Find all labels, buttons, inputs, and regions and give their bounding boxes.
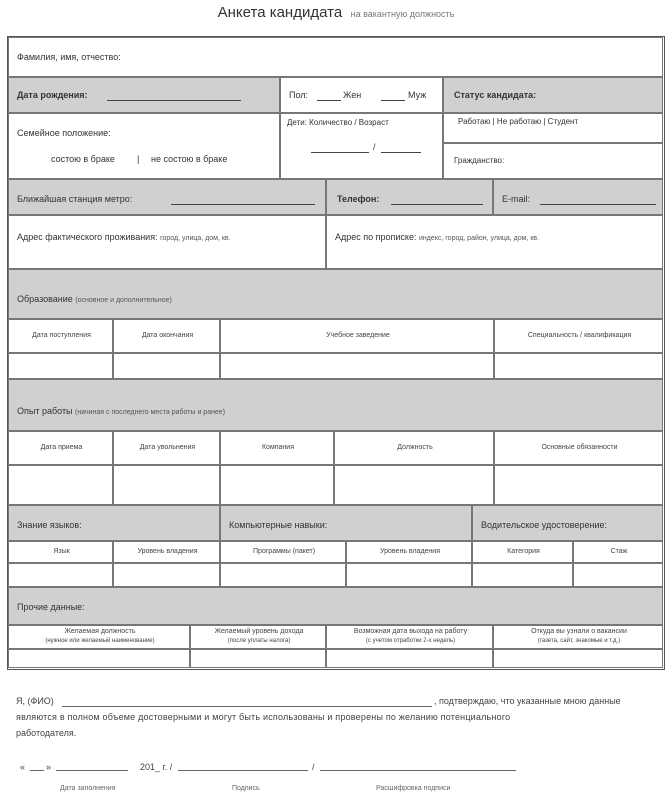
other-col-start (326, 625, 493, 649)
exp-col-fired (113, 431, 220, 465)
edu-col-institution-label: Учебное заведение (326, 332, 390, 339)
edu-cell[interactable] (494, 353, 663, 379)
address-actual-label (17, 232, 231, 242)
other-col-position-label: Желаемая должность (64, 628, 136, 635)
sign-quote-open: « (20, 762, 26, 772)
skill-col-experience (573, 541, 663, 563)
skill-col-lang-level (113, 541, 220, 563)
exp-col-position (334, 431, 494, 465)
marital-option-married[interactable]: состою в браке (51, 154, 115, 164)
metro-label: Ближайшая станция метро: (17, 194, 133, 204)
edu-col-specialty-label: Специальность / квалификация (527, 332, 632, 339)
citizenship-field[interactable] (443, 143, 663, 179)
consent-line1-end: , подтверждаю, что указанные мною данные (434, 696, 621, 706)
birth-date-label: Дата рождения: (17, 90, 88, 100)
education-hint: (основное и дополнительное) (75, 297, 172, 304)
languages-header (8, 505, 220, 541)
skill-col-category (472, 541, 573, 563)
education-title (17, 294, 172, 304)
address-actual-field[interactable] (8, 215, 326, 269)
other-col-source-label: Откуда вы узнали о вакансии (531, 628, 627, 635)
address-actual-title: Адрес фактического проживания: (17, 232, 158, 242)
address-registered-label (335, 232, 539, 242)
address-actual-hint: город, улица, дом, кв. (160, 235, 231, 242)
exp-cell[interactable] (494, 465, 663, 505)
marital-label: Семейное положение: (17, 128, 111, 138)
email-label: E-mail: (502, 194, 531, 204)
phone-line (391, 204, 483, 205)
birth-date-line (107, 100, 241, 101)
exp-col-fired-label: Дата увольнения (139, 444, 196, 451)
gender-male-line (381, 100, 405, 101)
metro-line (171, 204, 315, 205)
edu-col-end (113, 319, 220, 353)
exp-col-duties (494, 431, 663, 465)
marital-field[interactable] (8, 113, 280, 179)
other-cell[interactable] (326, 649, 493, 668)
sign-label-date: Дата заполнения (60, 785, 116, 792)
other-col-position (8, 625, 190, 649)
status-label: Статус кандидата: (454, 90, 537, 100)
skill-cell[interactable] (346, 563, 472, 587)
skill-cell[interactable] (573, 563, 663, 587)
phone-label: Телефон: (337, 194, 380, 204)
other-header (8, 587, 663, 625)
other-col-source-hint: (газета, сайт, знакомые и т.д.) (537, 638, 621, 644)
exp-cell[interactable] (8, 465, 113, 505)
other-col-start-hint: (с учетом отработки 2-х недель) (365, 638, 456, 644)
consent-line1-start: Я, (ФИО) (16, 696, 54, 706)
experience-title (17, 406, 225, 416)
computer-label: Компьютерные навыки: (229, 520, 328, 530)
children-count-line (311, 152, 369, 153)
sign-quote-close: » (46, 762, 52, 772)
skill-col-experience-label: Стаж (610, 548, 628, 555)
education-header (8, 269, 663, 319)
other-col-source (493, 625, 663, 649)
exp-col-company (220, 431, 334, 465)
driver-header (472, 505, 663, 541)
consent-line3: работодателя. (16, 728, 77, 738)
children-field[interactable] (280, 113, 443, 179)
other-col-income (190, 625, 326, 649)
skill-col-program-label: Программы (пакет) (252, 548, 316, 555)
exp-col-hired (8, 431, 113, 465)
skill-col-language (8, 541, 113, 563)
experience-header (8, 379, 663, 431)
gender-label: Пол: (289, 90, 309, 100)
marital-option-sep: | (137, 154, 140, 164)
skill-col-prog-level (346, 541, 472, 563)
status-options[interactable] (443, 113, 663, 143)
other-col-income-label: Желаемый уровень дохода (214, 628, 304, 635)
sign-slash: / (312, 762, 315, 772)
address-registered-field[interactable] (326, 215, 663, 269)
sign-month-line[interactable] (56, 770, 128, 771)
skill-cell[interactable] (8, 563, 113, 587)
status-header (443, 77, 663, 113)
edu-col-end-label: Дата окончания (141, 332, 194, 339)
consent-name-line[interactable] (62, 706, 432, 707)
full-name-field[interactable] (8, 37, 663, 77)
exp-cell[interactable] (334, 465, 494, 505)
sign-label-signature: Подпись (232, 785, 260, 792)
skill-cell[interactable] (472, 563, 573, 587)
edu-col-specialty (494, 319, 663, 353)
edu-cell[interactable] (220, 353, 494, 379)
exp-col-duties-label: Основные обязанности (541, 444, 618, 451)
skill-col-category-label: Категория (507, 548, 540, 555)
other-cell[interactable] (493, 649, 663, 668)
edu-col-institution (220, 319, 494, 353)
address-registered-hint: индекс, город, район, улица, дом, кв. (419, 235, 540, 242)
form-title-block (0, 4, 672, 22)
education-title-text: Образование (17, 294, 73, 304)
full-name-label: Фамилия, имя, отчество: (17, 52, 121, 62)
gender-male-label: Муж (408, 90, 427, 100)
form-title: Анкета кандидата (217, 4, 343, 21)
exp-cell[interactable] (220, 465, 334, 505)
driver-label: Водительское удостоверение: (481, 520, 607, 530)
sign-day-line[interactable] (30, 770, 44, 771)
consent-line2: являются в полном объеме достоверными и могут быть использованы и проверены по желанию потенциального (16, 712, 511, 722)
edu-col-start (8, 319, 113, 353)
skill-cell[interactable] (113, 563, 220, 587)
email-line (540, 204, 656, 205)
exp-col-position-label: Должность (397, 444, 433, 451)
children-age-line (381, 152, 421, 153)
gender-female-line (317, 100, 341, 101)
sign-label-decode: Расшифровка подписи (376, 785, 451, 792)
metro-field[interactable] (8, 179, 326, 215)
other-title: Прочие данные: (17, 602, 85, 612)
exp-col-company-label: Компания (261, 444, 295, 451)
edu-cell[interactable] (8, 353, 113, 379)
citizenship-label: Гражданство: (454, 156, 505, 165)
skill-col-program (220, 541, 346, 563)
edu-col-start-label: Дата поступления (32, 332, 91, 339)
experience-hint: (начиная с последнего места работы и ранее) (75, 409, 226, 416)
exp-cell[interactable] (113, 465, 220, 505)
status-options-text[interactable]: Работаю | Не работаю | Студент (458, 117, 579, 126)
email-field[interactable] (493, 179, 663, 215)
children-sep: / (373, 142, 376, 152)
address-registered-title: Адрес по прописке: (335, 232, 417, 242)
phone-field[interactable] (326, 179, 493, 215)
form-subtitle: на вакантную должность (350, 9, 455, 19)
marital-option-single[interactable]: не состою в браке (151, 154, 228, 164)
skill-cell[interactable] (220, 563, 346, 587)
gender-field[interactable] (280, 77, 443, 113)
gender-female-label: Жен (343, 90, 362, 100)
other-cell[interactable] (8, 649, 190, 668)
computer-header (220, 505, 472, 541)
experience-title-text: Опыт работы (17, 406, 73, 416)
other-col-income-hint: (после уплаты налога) (227, 638, 291, 644)
candidate-form (7, 36, 665, 670)
sign-year: 201_ г. / (140, 762, 173, 772)
sign-decode-line[interactable] (320, 770, 516, 771)
birth-date-field[interactable] (8, 77, 280, 113)
children-label: Дети: Количество / Возраст (287, 118, 389, 127)
sign-signature-line[interactable] (178, 770, 308, 771)
exp-col-hired-label: Дата приема (40, 444, 83, 451)
other-cell[interactable] (190, 649, 326, 668)
skill-col-prog-level-label: Уровень владения (380, 548, 440, 555)
skill-col-language-label: Язык (53, 548, 70, 555)
languages-label: Знание языков: (17, 520, 82, 530)
skill-col-lang-level-label: Уровень владения (137, 548, 198, 555)
edu-cell[interactable] (113, 353, 220, 379)
other-col-start-label: Возможная дата выхода на работу (353, 628, 468, 635)
other-col-position-hint: (нужное или желаемый наименование) (45, 638, 155, 644)
